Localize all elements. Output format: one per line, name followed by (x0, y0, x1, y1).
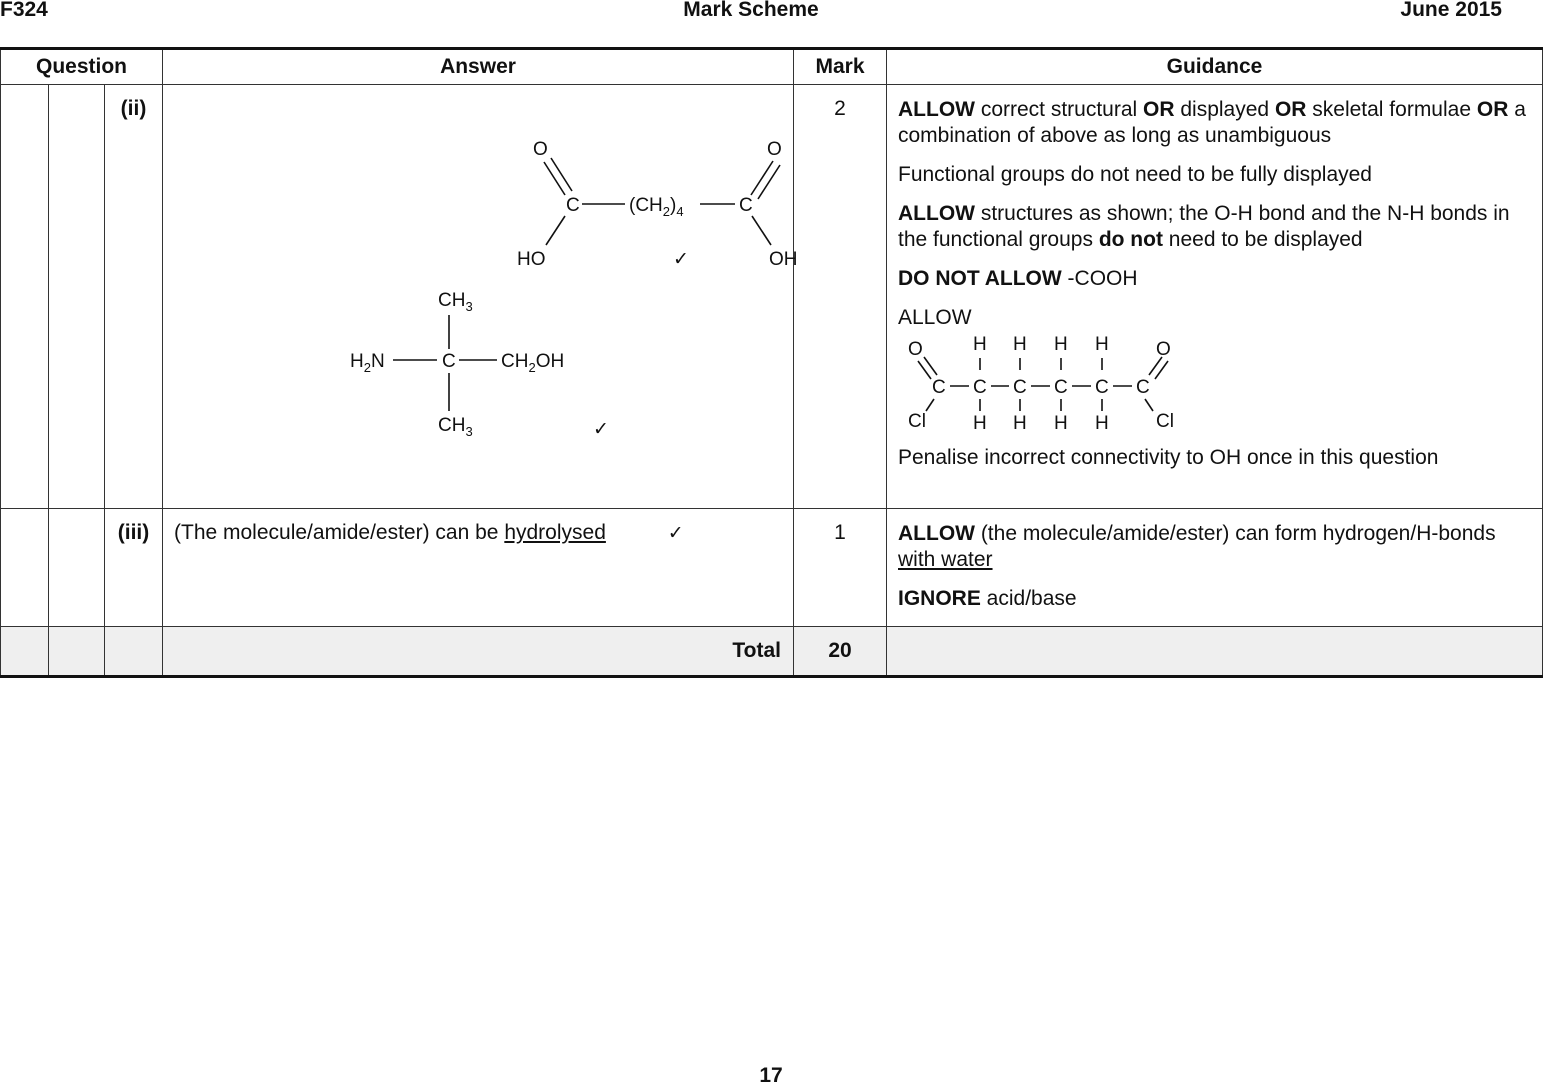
acyl-h: H (1013, 334, 1027, 355)
acyl-cl-left: Cl (908, 411, 926, 432)
bond-double-right-a (751, 161, 773, 195)
question-subpart: (iii) (105, 509, 163, 627)
guidance-cell (887, 85, 1543, 509)
guidance-ignore: IGNORE acid/base (898, 587, 1077, 610)
bond-double-right-b (758, 165, 780, 199)
bond-double-left-a (544, 162, 565, 195)
total-row (1, 627, 1543, 677)
acyl-c: C (973, 377, 987, 398)
question-part-cell (49, 85, 105, 509)
col-header-mark: Mark (794, 49, 887, 85)
mark-cell: 2 (794, 85, 887, 509)
col-header-guidance: Guidance (887, 49, 1543, 85)
guidance-penalise: Penalise incorrect connectivity to OH once in this question (898, 446, 1439, 469)
acid-o-left: O (533, 139, 548, 160)
hexanedioic-acid-structure (517, 139, 798, 270)
acyl-h: H (1095, 413, 1109, 434)
bond-double-left-b (551, 158, 572, 191)
guidance-allow-label: ALLOW (898, 306, 972, 329)
header-title: Mark Scheme (683, 0, 819, 21)
acyl-h: H (1054, 413, 1068, 434)
acyl-h: H (973, 334, 987, 355)
question-subpart: (ii) (105, 85, 163, 509)
structures-diagram (163, 85, 798, 505)
question-number-cell (1, 85, 49, 509)
amine-ch2oh: $CH_2OH$ (501, 351, 565, 375)
tick-icon: ✓ (667, 522, 684, 544)
acyl-o-left: O (908, 339, 923, 360)
acyl-h: H (1013, 413, 1027, 434)
table-row (1, 509, 1543, 627)
acyl-cl-right: Cl (1156, 411, 1174, 432)
header-paper-code: F324 (0, 0, 48, 21)
guidance-allow-formulae: ALLOW correct structural OR displayed OR skeletal formulae OR a combination of above as long as unambiguous (898, 98, 1526, 147)
acyl-h: H (1054, 334, 1068, 355)
table-row (1, 85, 1543, 509)
question-part-cell (49, 509, 105, 627)
acyl-c: C (1054, 377, 1068, 398)
page-number: 17 (759, 1064, 783, 1087)
amine-ch3-bottom: $CH_3$ (438, 415, 473, 439)
answer-keyword: hydrolysed (504, 521, 606, 544)
table-header-row (1, 49, 1543, 85)
bond-c-ho (546, 216, 565, 245)
guidance-allow-hbonds: ALLOW (the molecule/amide/ester) can form hydrogen/H-bonds with water (898, 522, 1496, 571)
acyl-h: H (1095, 334, 1109, 355)
acid-c-left: C (566, 195, 580, 216)
amine-h2n: $H_2N$ (350, 351, 385, 375)
question-number-cell (1, 509, 49, 627)
bond-c-oh (752, 216, 771, 245)
total-label: Total (163, 627, 794, 677)
answer-text: (The molecule/amide/ester) can be (174, 521, 505, 544)
acyl-c: C (1013, 377, 1027, 398)
answer-structures (163, 85, 798, 509)
acyl-c: C (1136, 377, 1150, 398)
amino-alcohol-structure (350, 290, 609, 440)
acid-c-right: C (739, 195, 753, 216)
col-header-answer: Answer (163, 49, 794, 85)
tick-icon: ✓ (673, 249, 689, 270)
acyl-o-right: O (1156, 339, 1171, 360)
answer-cell (163, 509, 794, 627)
amine-c: C (442, 351, 456, 372)
guidance-allow-structures: ALLOW structures as shown; the O-H bond and the N-H bonds in the functional groups do not need to be displayed (898, 202, 1510, 251)
mark-cell: 1 (794, 509, 887, 627)
guidance-functional-groups: Functional groups do not need to be fully displayed (898, 163, 1372, 186)
acyl-c: C (1095, 377, 1109, 398)
amine-ch3-top: $CH_3$ (438, 290, 473, 314)
col-header-question: Question (1, 49, 163, 85)
tick-icon: ✓ (593, 419, 609, 440)
acid-ho: HO (517, 249, 546, 270)
acid-chain: $(CH_2)_4$ (629, 195, 684, 219)
acid-o-right: O (767, 139, 782, 160)
acyl-c: C (932, 377, 946, 398)
acyl-chloride-structure (898, 331, 1534, 439)
guidance-do-not-allow: DO NOT ALLOW -COOH (898, 267, 1138, 290)
acyl-h: H (973, 413, 987, 434)
acid-oh: OH (769, 249, 798, 270)
guidance-cell (887, 509, 1543, 627)
header-date: June 2015 (1400, 0, 1502, 21)
total-mark: 20 (794, 627, 887, 677)
mark-scheme-table (0, 47, 1543, 678)
